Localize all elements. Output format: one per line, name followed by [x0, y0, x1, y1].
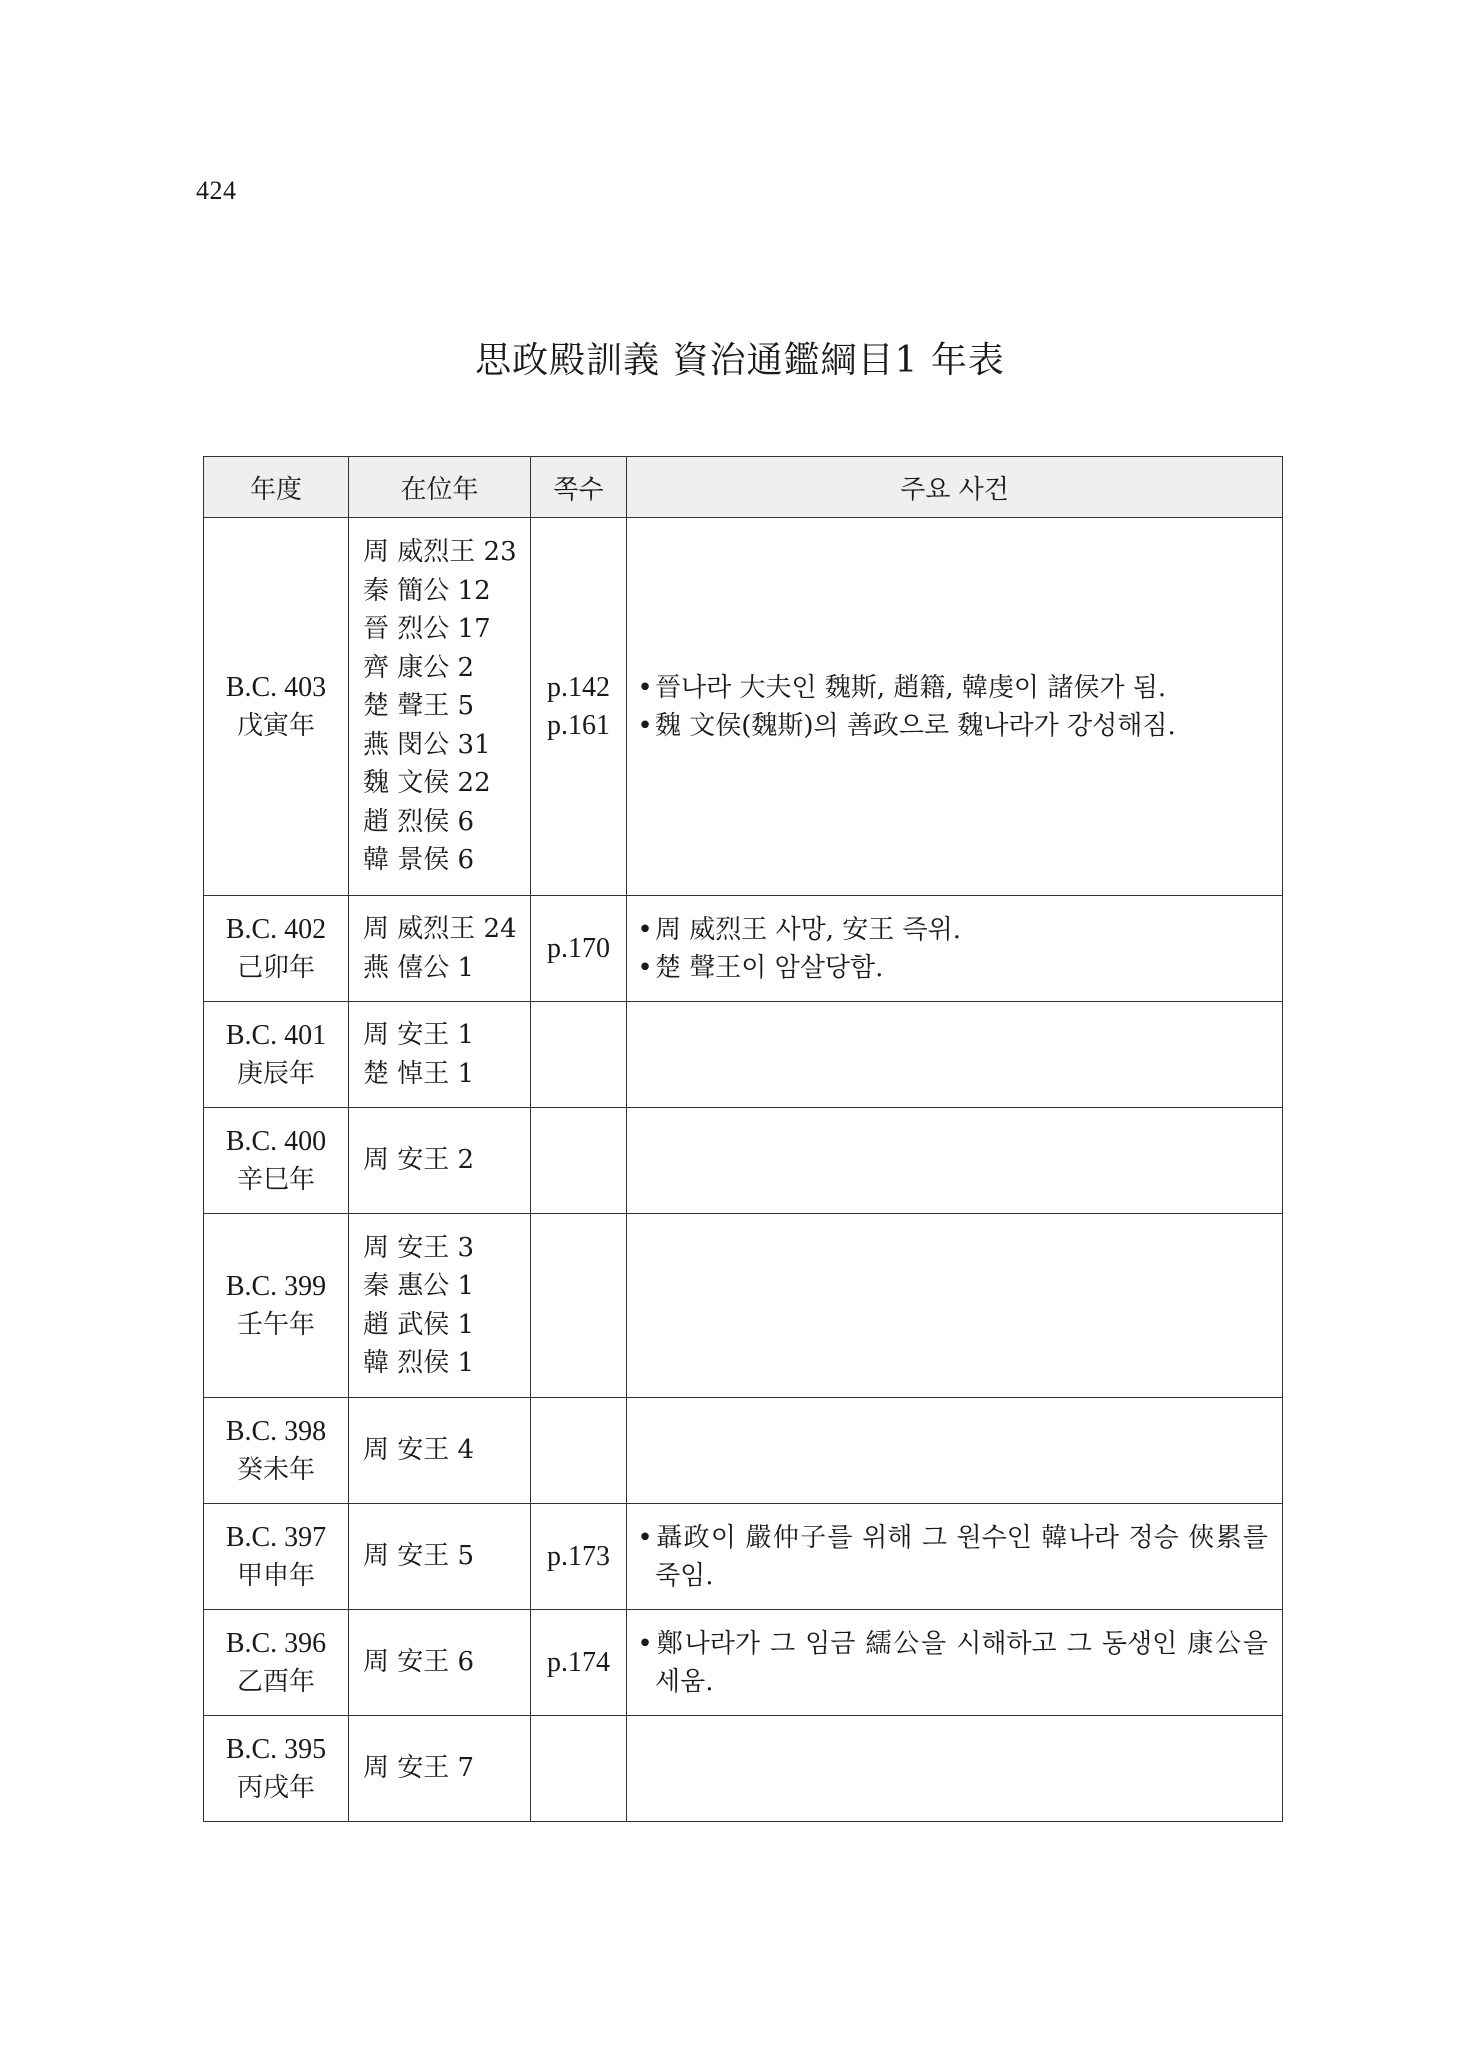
page-cell — [531, 1214, 627, 1398]
header-major-events: 주요 사건 — [627, 457, 1283, 518]
reign-entry: 周 安王 1 — [363, 1020, 475, 1050]
reign-cell — [349, 896, 531, 1002]
reign-entry: 晉 烈公 17 — [363, 614, 491, 645]
events-cell — [627, 1108, 1283, 1214]
events-cell — [627, 896, 1283, 1002]
year-label: B.C. 400 — [225, 1125, 327, 1157]
reign-entry: 周 安王 7 — [363, 1753, 475, 1784]
reign-cell — [349, 1716, 531, 1822]
bullet-icon: • — [637, 1522, 653, 1553]
table-row — [204, 1002, 1283, 1108]
event-text: 鄭나라가 그 임금 繻公을 시해하고 그 동생인 康公을 세움. — [655, 1628, 1268, 1697]
document-title: 思政殿訓義 資治通鑑綱目1 年表 — [475, 340, 1005, 381]
table-body — [204, 518, 1283, 1822]
bullet-icon: • — [637, 672, 653, 703]
reign-entry: 齊 康公 2 — [363, 652, 475, 683]
reign-entry: 周 安王 5 — [363, 1541, 475, 1572]
table-row — [204, 518, 1283, 896]
table-row — [204, 1108, 1283, 1214]
event-text: 楚 聲王이 암살당함. — [655, 952, 884, 983]
page-number: 424 — [196, 176, 237, 205]
year-cell — [204, 1398, 349, 1504]
table-row — [204, 1504, 1283, 1610]
chronology-table — [203, 456, 1283, 1822]
reign-cell — [349, 1610, 531, 1716]
ganzhi-label: 甲申年 — [236, 1560, 315, 1591]
year-label: B.C. 399 — [225, 1270, 327, 1302]
ganzhi-label: 庚辰年 — [236, 1058, 315, 1089]
reign-entry: 周 威烈王 23 — [363, 537, 517, 568]
ganzhi-label: 壬午年 — [236, 1309, 315, 1340]
events-cell — [627, 1398, 1283, 1504]
year-label: B.C. 402 — [225, 913, 327, 945]
reign-entry: 周 安王 6 — [363, 1647, 475, 1678]
reign-entry: 燕 僖公 1 — [363, 952, 475, 983]
page-cell — [531, 1504, 627, 1610]
reign-entry: 韓 烈侯 1 — [363, 1348, 475, 1378]
reign-entry: 周 安王 2 — [363, 1145, 475, 1176]
year-label: B.C. 397 — [225, 1521, 327, 1553]
reign-cell — [349, 1002, 531, 1108]
table-row — [204, 1716, 1283, 1822]
events-cell — [627, 1716, 1283, 1822]
year-label: B.C. 398 — [225, 1415, 327, 1447]
event-item — [635, 1625, 1268, 1701]
year-label: B.C. 401 — [225, 1019, 327, 1051]
events-cell — [627, 1610, 1283, 1716]
header-year: 年度 — [204, 457, 349, 518]
reign-entry: 周 威烈王 24 — [363, 914, 517, 944]
header-page: 쪽수 — [531, 457, 627, 518]
table-row — [204, 1214, 1283, 1398]
page-cell — [531, 1398, 627, 1504]
page-reference: p.142 — [547, 671, 610, 703]
bullet-icon: • — [637, 914, 653, 945]
event-item — [635, 1519, 1268, 1595]
reign-entry: 燕 閔公 31 — [363, 729, 491, 760]
reign-cell — [349, 1504, 531, 1610]
reign-entry: 韓 景侯 6 — [363, 845, 475, 876]
page-cell — [531, 1108, 627, 1214]
page-reference: p.174 — [547, 1646, 610, 1678]
page-reference: p.170 — [547, 932, 610, 964]
event-text: 魏 文侯(魏斯)의 善政으로 魏나라가 강성해짐. — [655, 710, 1176, 741]
reign-entry: 魏 文侯 22 — [363, 768, 491, 799]
event-item — [635, 949, 1268, 987]
event-item — [635, 911, 1268, 949]
year-label: B.C. 396 — [225, 1627, 327, 1659]
year-cell — [204, 518, 349, 896]
page-cell — [531, 1716, 627, 1822]
year-cell — [204, 1610, 349, 1716]
page-cell — [531, 518, 627, 896]
ganzhi-label: 乙酉年 — [236, 1666, 315, 1697]
reign-entry: 趙 武侯 1 — [363, 1309, 475, 1340]
table-row — [204, 896, 1283, 1002]
header-row — [204, 457, 1283, 518]
bullet-icon: • — [637, 952, 653, 983]
table-row — [204, 1610, 1283, 1716]
event-text: 聶政이 嚴仲子를 위해 그 원수인 韓나라 정승 俠累를 죽임. — [655, 1522, 1268, 1591]
reign-entry: 趙 烈侯 6 — [363, 806, 475, 837]
ganzhi-label: 癸未年 — [236, 1454, 315, 1485]
page-cell — [531, 1002, 627, 1108]
reign-cell — [349, 518, 531, 896]
year-cell — [204, 1108, 349, 1214]
page-reference: p.173 — [547, 1540, 610, 1572]
events-cell — [627, 1002, 1283, 1108]
reign-cell — [349, 1108, 531, 1214]
ganzhi-label: 己卯年 — [236, 952, 315, 983]
reign-entry: 周 安王 3 — [363, 1232, 475, 1263]
event-text: 晉나라 大夫인 魏斯, 趙籍, 韓虔이 諸侯가 됨. — [655, 672, 1167, 703]
page-cell — [531, 896, 627, 1002]
page-reference: p.161 — [547, 709, 610, 741]
ganzhi-label: 丙戌年 — [236, 1772, 315, 1803]
event-item — [635, 669, 1268, 707]
reign-cell — [349, 1214, 531, 1398]
year-cell — [204, 1214, 349, 1398]
year-cell — [204, 1504, 349, 1610]
table-row — [204, 1398, 1283, 1504]
bullet-icon: • — [637, 1628, 653, 1659]
ganzhi-label: 戊寅年 — [236, 710, 315, 741]
year-cell — [204, 896, 349, 1002]
reign-entry: 周 安王 4 — [363, 1435, 475, 1466]
events-cell — [627, 1214, 1283, 1398]
reign-entry: 秦 惠公 1 — [363, 1271, 475, 1301]
year-cell — [204, 1716, 349, 1822]
year-label: B.C. 395 — [225, 1733, 327, 1765]
events-cell — [627, 1504, 1283, 1610]
year-label: B.C. 403 — [225, 671, 327, 703]
events-cell — [627, 518, 1283, 896]
reign-entry: 楚 悼王 1 — [363, 1058, 475, 1089]
reign-entry: 楚 聲王 5 — [363, 691, 475, 722]
table-header — [204, 457, 1283, 518]
event-item — [635, 707, 1268, 745]
year-cell — [204, 1002, 349, 1108]
event-text: 周 威烈王 사망, 安王 즉위. — [655, 914, 962, 945]
reign-entry: 秦 簡公 12 — [363, 575, 491, 606]
ganzhi-label: 辛巳年 — [236, 1164, 315, 1195]
header-reign-year: 在位年 — [349, 457, 531, 518]
bullet-icon: • — [637, 710, 653, 741]
page-cell — [531, 1610, 627, 1716]
reign-cell — [349, 1398, 531, 1504]
